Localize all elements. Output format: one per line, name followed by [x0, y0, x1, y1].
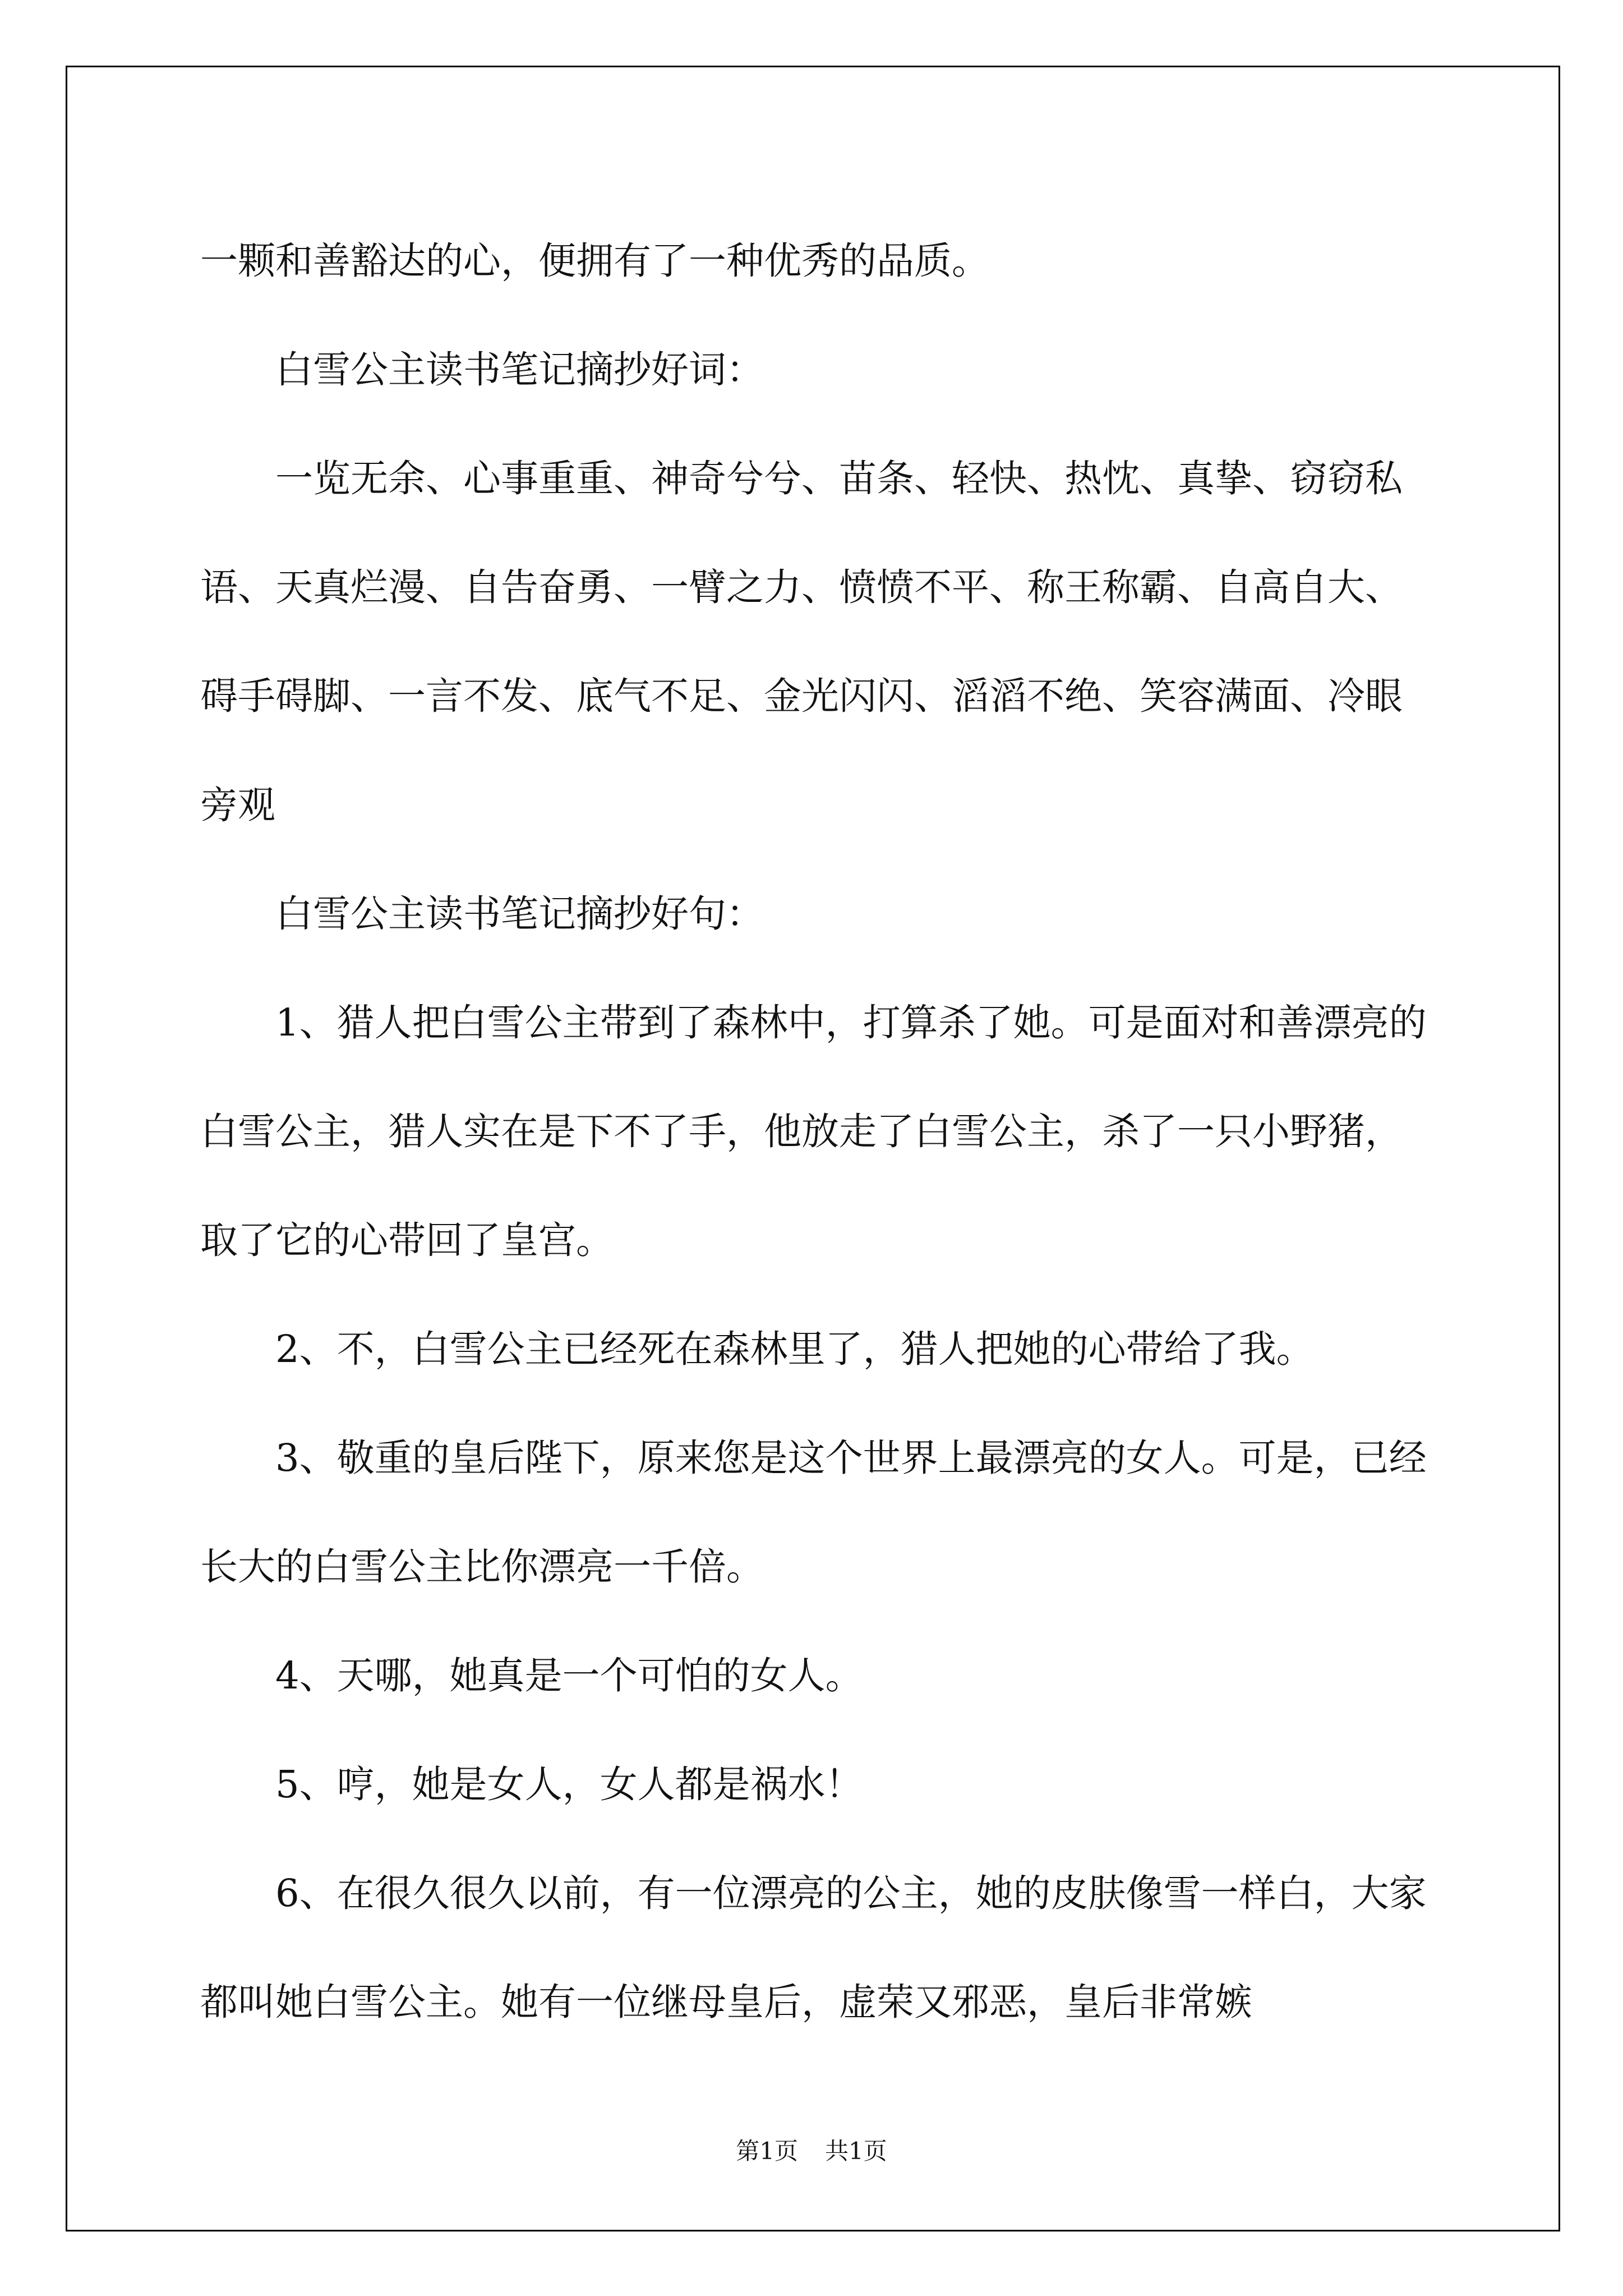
paragraph-intro-end: 一颗和善豁达的心，便拥有了一种优秀的品质。	[200, 239, 989, 283]
sentence-1: 1、猎人把白雪公主带到了森林中，打算杀了她。可是面对和善漂亮的白雪公主，猎人实在是下不了手，他放走了白雪公主，杀了一只小野猪，取了它的心带回了皇宫。	[200, 1001, 1427, 1262]
heading-good-sentences: 白雪公主读书笔记摘抄好句：	[275, 892, 764, 936]
sentence-4: 4、天哪，她真是一个可怕的女人。	[275, 1654, 863, 1697]
document-body	[200, 206, 1434, 2056]
sentence-6: 6、在很久很久以前，有一位漂亮的公主，她的皮肤像雪一样白，大家都叫她白雪公主。她有一位继母皇后，虚荣又邪恶，皇后非常嫉	[200, 1871, 1427, 2024]
heading-good-words: 白雪公主读书笔记摘抄好词：	[275, 348, 764, 392]
paragraph-good-words-list: 一览无余、心事重重、神奇兮兮、苗条、轻快、热忱、真挚、窃窃私语、天真烂漫、自告奋勇、一臂之力、愤愤不平、称王称霸、自高自大、碍手碍脚、一言不发、底气不足、金光闪闪、滔滔不绝、笑容满面、冷眼旁观	[200, 457, 1403, 827]
page-total: 共1页	[825, 2137, 887, 2165]
sentence-3: 3、敬重的皇后陛下，原来您是这个世界上最漂亮的女人。可是，已经长大的白雪公主比你漂亮一千倍。	[200, 1436, 1427, 1589]
sentence-5: 5、哼，她是女人，女人都是祸水！	[275, 1763, 863, 1806]
page-number: 第1页	[736, 2137, 798, 2165]
page-footer	[0, 2133, 1623, 2166]
sentence-2: 2、不，白雪公主已经死在森林里了，猎人把她的心带给了我。	[275, 1327, 1314, 1371]
